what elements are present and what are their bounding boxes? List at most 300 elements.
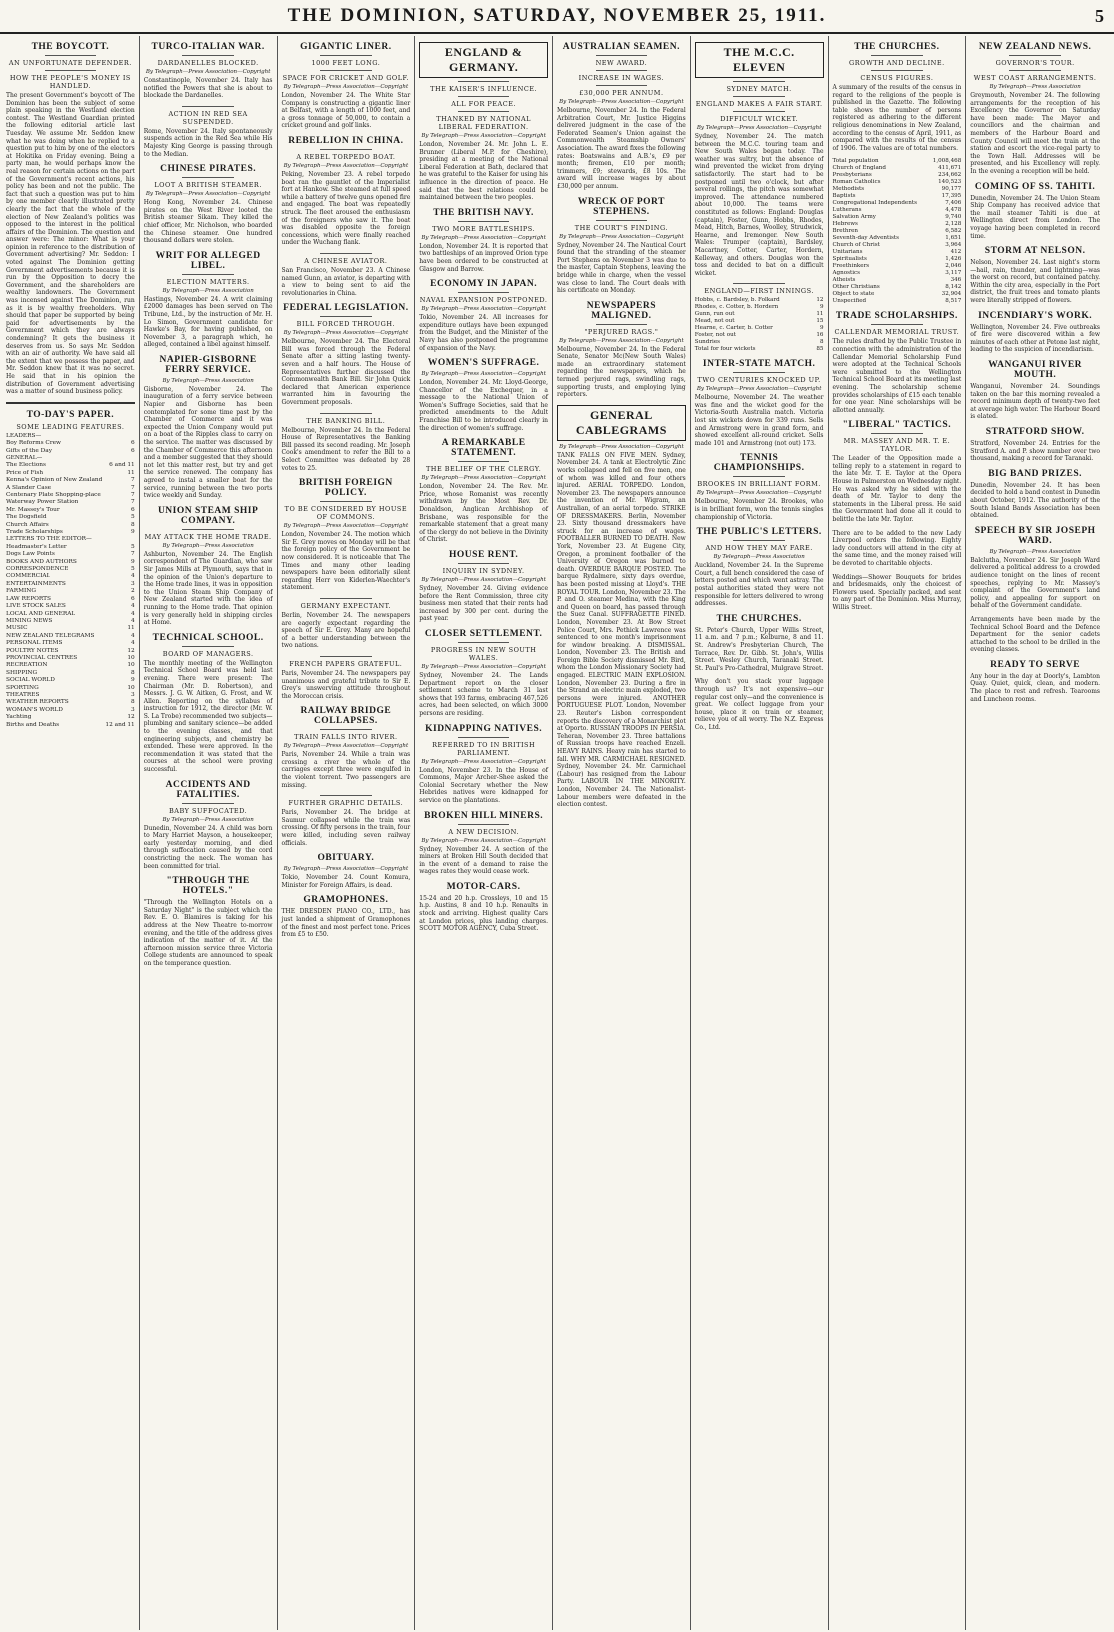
article-body: Melbourne, November 24. Brookes, who is in brilliant form, won the tennis singles championship of Victoria. bbox=[694, 498, 824, 521]
article-subheadline: DARDANELLES BLOCKED. bbox=[157, 59, 259, 67]
article-body: Sydney, November 24. The Lands Department report on the closer settlement scheme to March 31 last shows that 193 farms, embracing 467,526 acres, had been selected, on which 3000 persons are residing. bbox=[419, 671, 548, 717]
article bbox=[557, 42, 686, 191]
index-page bbox=[133, 433, 135, 440]
table-row bbox=[833, 291, 962, 298]
article bbox=[282, 795, 411, 847]
table-row bbox=[695, 346, 824, 353]
index-page: 4 bbox=[131, 640, 135, 647]
index-page: 12 and 11 bbox=[105, 721, 135, 728]
article-subheadline: A REBEL TORPEDO BOAT. bbox=[296, 152, 396, 161]
table-label: Church of England bbox=[832, 165, 886, 172]
table-row bbox=[695, 318, 824, 325]
column-6 bbox=[691, 36, 829, 1630]
article-subheadline: A NEW DECISION. bbox=[448, 827, 519, 836]
table-row bbox=[695, 325, 824, 332]
table-label: Agnostics bbox=[832, 270, 861, 277]
article-headline: "THROUGH THE HOTELS." bbox=[166, 876, 250, 897]
table-value: 1,426 bbox=[945, 256, 962, 263]
index-item bbox=[6, 714, 135, 721]
article-headline: THE PUBLIC'S LETTERS. bbox=[696, 527, 822, 538]
article-byline: By Telegraph—Press Association—Copyright bbox=[559, 337, 684, 344]
headline-rule bbox=[596, 220, 648, 221]
index-page: 6 and 11 bbox=[109, 462, 135, 469]
article-headline: KIDNAPPING NATIVES. bbox=[425, 723, 543, 734]
index-title: TO-DAY'S PAPER. bbox=[26, 409, 115, 420]
column-7 bbox=[829, 36, 967, 1630]
index-label: WOMAN'S WORLD bbox=[6, 706, 63, 713]
table-value: 3,117 bbox=[945, 270, 962, 277]
article-body: Melbourne, November 24. In the Federal Senate, Senator Mc(New South Wales) made an extraordinary statement regarding the newspapers, which he termed perjured rags, swindling rags, supporting trusts, and employing lying reporters. bbox=[557, 345, 686, 399]
article-body: London, November 24. The motion which Sir E. Grey moves on Monday will be that the foreign policy of the Government be now considered. It is noticeable that The Times and many other leading newspapers have been editorially silent regarding Herr von Kiderlen-Waechter's statement. bbox=[281, 531, 411, 592]
index-item bbox=[6, 692, 135, 699]
headline-rule bbox=[458, 221, 510, 222]
article bbox=[970, 42, 1100, 176]
headline-rule bbox=[320, 598, 372, 599]
article-body: Dunedin, November 24. A child was born to Mary Harriet Mayson, a housekeeper, early yesterday morning, and died through suffocation caused by the cord constricting the neck. The woman has been committed for trial. bbox=[143, 824, 273, 870]
article-headline: THE BOYCOTT. bbox=[31, 42, 110, 52]
table-row bbox=[833, 172, 962, 179]
page-columns bbox=[2, 36, 1112, 1630]
article-headline: BIG BAND PRIZES. bbox=[988, 468, 1083, 479]
headline-rule bbox=[871, 70, 923, 71]
article-headline: CLOSER SETTLEMENT. bbox=[424, 628, 543, 639]
index-item bbox=[6, 507, 135, 514]
index-label: RECREATION bbox=[6, 662, 48, 669]
article-byline: By Telegraph—Press Association—Copyright bbox=[145, 69, 271, 75]
article bbox=[833, 420, 962, 523]
article-body: Sydney, November 24. Giving evidence before the Rent Commission, three city business men stated that their rents had increased by 300 per cent. during the past year. bbox=[419, 585, 548, 623]
index-label: Price of Fish bbox=[6, 469, 44, 476]
index-label: MUSIC bbox=[6, 625, 28, 632]
article-body: St. Peter's Church, Upper Willis Street, 11 a.m. and 7 p.m.; Kelburne, 8 and 11. St. Andrew's Presbyterian Church, The Terrace, Rev. Dr. Gibb. St. John's, Willis Street. Wesley Church, Taranaki Street. St. Paul's Pro-Cathedral, Mulgrave Street. bbox=[694, 626, 824, 672]
index-page: 7 bbox=[131, 492, 135, 498]
article-subheadline: LOOT A BRITISH STEAMER. bbox=[154, 181, 262, 190]
article-byline: By Telegraph—Press Association—Copyright bbox=[421, 475, 546, 482]
article-body: Hong Kong, November 24. Chinese pirates on the West River looted the British steamer Sikam. They killed the chief officer, Mr. Nicholson, who boarded the Chinese steamer. One hundred thousand dollars were stolen. bbox=[143, 199, 273, 245]
table-label: Other Christians bbox=[832, 284, 880, 291]
table-label: Methodists bbox=[832, 186, 865, 193]
table-row bbox=[833, 228, 962, 235]
index-item bbox=[6, 722, 135, 729]
article bbox=[833, 530, 962, 568]
article-headline: BRITISH FOREIGN POLICY. bbox=[298, 478, 393, 499]
article-headline: GENERAL CABLEGRAMS bbox=[557, 405, 686, 441]
headline-rule bbox=[458, 824, 510, 825]
headline-rule bbox=[320, 70, 372, 71]
article-headline: SPEECH BY SIR JOSEPH WARD. bbox=[974, 525, 1096, 546]
article bbox=[695, 527, 824, 608]
article-body: "Through the Wellington Hotels on a Saturday Night" is the subject which the Rev. E. O. Blamires is taking for his address at the New Theatre to-morrow evening, and the title of the address gives indication of the matter of it. At the afternoon mission service three Victoria College students are announced to speak on the temperance question. bbox=[143, 899, 273, 967]
index-label: SOCIAL WORLD bbox=[6, 677, 55, 684]
headline-rule bbox=[458, 563, 510, 564]
index-label: GENERAL— bbox=[6, 454, 43, 461]
article-headline: NEWSPAPERS MALIGNED. bbox=[586, 300, 656, 321]
article-body: Dunedin, November 24. It has been decided to hold a band contest in Dunedin about October, 1912. The authority of the South Island Bands Association has been obtained. bbox=[970, 481, 1100, 520]
table-row bbox=[833, 235, 962, 242]
masthead bbox=[0, 0, 1114, 34]
index-item bbox=[6, 536, 135, 543]
index-page: 10 bbox=[127, 684, 135, 691]
table-label: Gunn, run out bbox=[694, 311, 735, 318]
article-byline: By Telegraph—Press Association bbox=[989, 548, 1081, 555]
index-page: 8 bbox=[131, 699, 135, 706]
article-byline: By Telegraph—Press Association—Copyright bbox=[421, 371, 546, 378]
article-headline: READY TO SERVE bbox=[990, 659, 1081, 670]
article-subheadline: "PERJURED RAGS." bbox=[584, 327, 659, 336]
headline-rule bbox=[320, 316, 372, 317]
headline-rule bbox=[182, 646, 234, 647]
article-headline: ACCIDENTS AND FATALITIES. bbox=[165, 779, 251, 800]
article-subheadline: THE BANKING BILL. bbox=[306, 416, 386, 425]
table-row bbox=[833, 186, 962, 193]
index-item bbox=[6, 611, 135, 618]
index-item bbox=[6, 514, 135, 521]
article-byline: By Telegraph—Press Association—Copyright bbox=[559, 233, 684, 240]
article-headline: TENNIS CHAMPIONSHIPS. bbox=[713, 453, 805, 474]
table-value: 85 bbox=[816, 346, 824, 353]
headline-rule bbox=[458, 642, 510, 643]
index-page: 4 bbox=[131, 610, 135, 617]
article bbox=[695, 283, 824, 353]
article bbox=[970, 311, 1100, 354]
table-label: Total for four wickets bbox=[694, 346, 756, 353]
article bbox=[282, 303, 411, 406]
index-item bbox=[6, 522, 135, 529]
index-label: THEATRES bbox=[6, 691, 40, 698]
table-row bbox=[833, 249, 962, 256]
article-subheadline: BILL FORCED THROUGH. bbox=[296, 320, 396, 329]
index-item bbox=[6, 470, 135, 477]
article-byline: By Telegraph—Press Association—Copyright bbox=[283, 866, 409, 873]
index-label: FARMING bbox=[6, 588, 36, 595]
index-label: LAW REPORTS bbox=[6, 595, 51, 602]
article-headline: "LIBERAL" TACTICS. bbox=[842, 420, 952, 431]
article-headline: FEDERAL LEGISLATION. bbox=[283, 303, 409, 314]
index-label: Yachting bbox=[6, 714, 32, 721]
index-item bbox=[6, 633, 135, 640]
index-page: 12 bbox=[127, 647, 135, 654]
article-body: A summary of the results of the census in regard to the religions of the people is published in the Gazette. The following table shows the number of persons registered as adhering to the different religious denominations in New Zealand, according to the census of April, 1911, as compared with the results of the census of 1906. The values are of total numbers. bbox=[832, 84, 962, 152]
index-label: Boy Reforms Crew bbox=[6, 440, 61, 447]
column-8 bbox=[966, 36, 1104, 1630]
article-byline: By Telegraph—Press Association—Copyright bbox=[421, 234, 546, 241]
article-subheadline: THANKED BY NATIONAL LIBERAL FEDERATION. bbox=[436, 115, 531, 131]
headline-rule bbox=[871, 433, 923, 434]
headline-rule bbox=[182, 529, 234, 530]
table-label: Presbyterians bbox=[832, 172, 872, 179]
headline-rule bbox=[320, 149, 372, 150]
table-value: 17,395 bbox=[941, 193, 962, 200]
index-label: MINING NEWS bbox=[6, 617, 53, 624]
index-page: 3 bbox=[131, 580, 135, 587]
article-byline: By Telegraph—Press Association—Copyright bbox=[559, 443, 684, 450]
table-label: Foster, not out bbox=[694, 332, 736, 339]
article bbox=[970, 182, 1100, 241]
index-page: 8 bbox=[131, 669, 135, 676]
article-body: Nelson, November 24. Last night's storm—hail, rain, thunder, and lightning—was the worst on record, but contained patchy. Within the city area, especially in the Port district, the fruit trees and tomato plants were literally stripped of flowers. bbox=[970, 259, 1100, 305]
article bbox=[144, 164, 273, 245]
article-body: Gisborne, November 24. The inauguration of a ferry service between Napier and Gisborne has been contemplated for some time past by the Chamber of Commerce and it was expected the Union Company would put on a boat of the Ripples class to carry on the service. The matter was discussed by the Chamber of Commerce this afternoon and a member suggested that they should not let this matter rest, but try and get the service renewed. The company has agreed to instal a smaller boat for the service, running between the two ports twice weekly and Sunday. bbox=[143, 385, 273, 500]
index-subtitle: SOME LEADING FEATURES. bbox=[16, 422, 125, 431]
headline-rule bbox=[320, 413, 372, 414]
table-row bbox=[695, 304, 824, 311]
index-item bbox=[6, 677, 135, 684]
index-label: Kenna's Opinion of New Zealand bbox=[6, 477, 103, 484]
index-label: CORRESPONDENCE bbox=[6, 566, 69, 573]
table-label: Seventh-day Adventists bbox=[832, 235, 900, 242]
headline-rule bbox=[182, 803, 234, 804]
index-page: 2 bbox=[131, 588, 135, 595]
article-body: TANK FALLS ON FIVE MEN. Sydney, November 24. A tank at Electrolytic Zinc works collapsed and fell on five men, one of whom was killed and four others injured. AERIAL TORPEDO. London, November 23. The newspapers announce the invention of Mr. Wigram, an Australian, of an aerial torpedo. STRIKE OF DRESSMAKERS. Berlin, November 23. Sixty thousand dressmakers have struck for an increase of wages. FOOTBALLER BURNED TO DEATH. New York, November 23. At Eugene City, Oregon, a prominent footballer of the University of Oregon was burned to death. OVERDUE BARQUE POSTED. The barque Rydalmere, sixty days overdue, has been posted missing at Lloyd's. THE ROYAL TOUR. London, November 23. The P. and O. steamer Medina, with the King and Queen on board, has passed through the Suez Canal. SUFFRAGETTE FINED. London, November 23. At Bow Street Police Court, Mrs. Pethick Lawrence was sentenced to one month's imprisonment for window breaking. A DISMISSAL. London, November 23. The British and Foreign Bible Society dismissed Mr. Bird, whom the London Missionary Society had engaged. ELECTRIC MAIN EXPLOSION. London, November 23. During a fire in the Strand an electric main exploded, two persons were injured. ANOTHER PORTUGUESE PLOT. London, November 23. Reuter's Lisbon correspondent reports the discovery of a Monarchist plot at Oporto. RUSSIAN TROOPS IN PERSIA. Teheran, November 23. Three battalions of Russian troops have reached Enzeli. HEAVY RAINS. Heavy rain has started to fall. WHY MR. CARMICHAEL RESIGNED. Sydney, November 24. Mr. Carmichael (Labour) has resigned from the Labour Party. LABOUR IN THE MINORITY. London, November 24. The Nationalist-Labour members were defeated in the election contest. bbox=[557, 451, 686, 809]
article bbox=[6, 42, 135, 396]
article-body: Rome, November 24. Italy spontaneously suspends action in the Red Sea while His Majesty King George is passing through to the Median. bbox=[143, 127, 273, 158]
index-page: 6 bbox=[131, 595, 135, 602]
article bbox=[282, 853, 411, 889]
article bbox=[144, 251, 273, 349]
article-subheadline: 1000 FEET LONG. bbox=[311, 59, 381, 67]
article-body: London, November 24. It is reported that two battleships of an improved Orion type have been ordered to be constructed at Glasgow and Barrow. bbox=[419, 242, 548, 273]
headline-rule bbox=[320, 729, 372, 730]
index-page: 7 bbox=[131, 477, 135, 484]
index-item bbox=[6, 566, 135, 573]
article-headline: WOMEN'S SUFFRAGE. bbox=[427, 358, 540, 369]
article-headline: ENGLAND & GERMANY. bbox=[419, 42, 548, 78]
article-headline: BROKEN HILL MINERS. bbox=[424, 810, 544, 821]
article-headline: GIGANTIC LINER. bbox=[300, 42, 392, 52]
newspaper-title: THE DOMINION, SATURDAY, NOVEMBER 25, 1911. bbox=[287, 5, 827, 26]
index-item bbox=[6, 529, 135, 536]
article-body: Melbourne, November 24. In the Federal House of Representatives the Banking Bill passed its second reading. Mr. Joseph Cook's amendment to refer the Bill to a Select Committee was defeated by 28 votes to 25. bbox=[281, 426, 411, 472]
table-row bbox=[833, 193, 962, 200]
table-value: 12 bbox=[816, 297, 824, 304]
index-page: 10 bbox=[127, 662, 135, 669]
article bbox=[419, 358, 548, 432]
index-label: Births and Deaths bbox=[6, 721, 60, 728]
table-row bbox=[833, 214, 962, 221]
article-headline: STRATFORD SHOW. bbox=[985, 427, 1085, 437]
article bbox=[419, 629, 548, 718]
headline-rule bbox=[182, 274, 234, 275]
table-value: 4,478 bbox=[945, 207, 962, 214]
table-label: Lutherans bbox=[832, 207, 862, 214]
table-label: Spiritualists bbox=[832, 256, 867, 263]
article-body: The rules drafted by the Public Trustee in connection with the administration of the Callendar Memorial Scholarship Fund were adopted at the Technical Schools were submitted to the Wellington Technical School Board at its meeting last evening. The scholarship scheme provides scholarships of £15 each tenable for one year. Nine scholarships will be allotted annually. bbox=[832, 338, 962, 414]
index-label: LETTERS TO THE EDITOR— bbox=[6, 536, 92, 543]
index-label: Dogs Law Points bbox=[6, 551, 55, 558]
article-body: There are to be added to the new Lady Liverpool orders the following. Eighty lady conductors will attend in the city at the same time, and the money raised will be devoted to charitable objects. bbox=[832, 529, 962, 567]
article-body: Peking, November 23. A rebel torpedo boat ran the gauntlet of the Imperialist fort at Hankow. She steamed at full speed while a battery of twelve guns opened fire and engaged. The boat was repeatedly struck. The fleet aroused the enthusiasm of the foreigners who saw it. The boat was disabled opposite the foreign concessions, which were finally reached under the Wuchang flank. bbox=[281, 170, 411, 247]
article-body: Paris, November 24. The newspapers pay unanimous and grateful tribute to Sir E. Grey's unswerving attitude throughout the Moroccan crisis. bbox=[281, 669, 411, 700]
article-headline: OBITUARY. bbox=[317, 853, 375, 864]
column-5 bbox=[553, 36, 691, 1630]
index-page: 6 bbox=[131, 447, 135, 454]
article-body: Weddings—Shower Bouquets for brides and bridesmaids, only the choicest of Flowers used. Specially packed, and sent to any part of the Dominion. Miss Murray, Willis Street. bbox=[832, 573, 962, 611]
index-page: 4 bbox=[131, 617, 135, 624]
article-byline: By Telegraph—Press Association bbox=[162, 816, 254, 823]
index-page: 9 bbox=[131, 529, 135, 536]
table-row bbox=[695, 311, 824, 318]
index-page: 5 bbox=[131, 566, 135, 573]
article bbox=[144, 42, 273, 100]
article-body: Tokio, November 24. Count Komura, Minister for Foreign Affairs, is dead. bbox=[281, 874, 411, 889]
article-headline: ECONOMY IN JAPAN. bbox=[430, 279, 538, 290]
article bbox=[970, 469, 1100, 520]
article bbox=[833, 42, 962, 152]
article-body: Auckland, November 24. In the Supreme Court, a full bench considered the case of letters posted and which went astray. The postal authorities stated they were not responsible for letters delivered to wrong addresses. bbox=[694, 562, 824, 608]
index-label: PERSONAL ITEMS bbox=[6, 640, 63, 647]
article-byline: By Telegraph—Press Association—Copyright bbox=[421, 133, 546, 139]
article-headline: NAPIER-GISBORNE FERRY SERVICE. bbox=[159, 354, 257, 375]
article-byline: By Telegraph—Press Association—Copyright bbox=[283, 330, 409, 337]
headline-rule bbox=[871, 324, 923, 325]
table-value: 2,046 bbox=[945, 263, 962, 270]
table-row bbox=[695, 297, 824, 304]
article bbox=[970, 360, 1100, 421]
article bbox=[419, 42, 548, 202]
index-label: ENTERTAINMENTS bbox=[6, 580, 66, 587]
headline-rule bbox=[458, 737, 510, 738]
headline-rule bbox=[1009, 70, 1061, 71]
index-label: POULTRY NOTES bbox=[6, 647, 59, 654]
article-subheadline: TRAIN FALLS INTO RIVER. bbox=[294, 733, 398, 742]
table-label: Unitarians bbox=[832, 249, 863, 256]
article-subheadline: BOARD OF MANAGERS. bbox=[162, 649, 254, 658]
article-byline: By Telegraph—Press Association—Copyright bbox=[283, 162, 409, 169]
table-value: 8,142 bbox=[945, 284, 962, 291]
index-label: LIVE STOCK SALES bbox=[6, 603, 66, 610]
article bbox=[970, 427, 1100, 463]
article-headline: THE BRITISH NAVY. bbox=[433, 207, 534, 218]
article-body: London, November 24. The White Star Company is constructing a gigantic liner at Belfast, with a length of 1000 feet, and a gross tonnage of 50,000, to contain a cricket ground and golf links. bbox=[281, 92, 411, 130]
article bbox=[144, 876, 273, 967]
article-subheadline: REFERRED TO IN BRITISH PARLIAMENT. bbox=[432, 740, 536, 757]
article-headline: AUSTRALIAN SEAMEN. bbox=[562, 42, 680, 52]
article-subheadline: ENGLAND MAKES A FAIR START. bbox=[695, 100, 823, 108]
article-body: London, November 23. In the House of Commons, Major Archer-Shee asked the Colonial Secretary whether the New Hebrides natives were kidnapped for service on the plantations. bbox=[419, 766, 548, 804]
column-2 bbox=[140, 36, 278, 1630]
table-label: Brethren bbox=[832, 228, 859, 235]
table-row bbox=[833, 179, 962, 186]
index-item bbox=[6, 670, 135, 677]
column-3 bbox=[278, 36, 416, 1630]
table-label: Sundries bbox=[694, 339, 721, 346]
article-body: Stratford, November 24. Entries for the Stratford A. and P. show number over two thousand, making a record for Taranaki. bbox=[970, 440, 1100, 463]
table-row bbox=[695, 332, 824, 339]
table-label: Baptists bbox=[832, 193, 856, 200]
headline-rule bbox=[182, 106, 234, 107]
index-label: Centenary Plate Shopping-place bbox=[6, 492, 101, 498]
article bbox=[695, 614, 824, 673]
index-item bbox=[6, 625, 135, 632]
article bbox=[419, 208, 548, 273]
table-row bbox=[833, 165, 962, 172]
table-label: Atheists bbox=[832, 277, 856, 284]
article bbox=[695, 359, 824, 447]
article-body: Why don't you stack your luggage through us? It's not expensive—our regular cost only—and the convenience is great. We collect luggage from your house, place it on train or steamer, relieve you of all worry. The N.Z. Express Co., Ltd. bbox=[694, 678, 824, 731]
article-subheadline: CALLENDAR MEMORIAL TRUST. bbox=[834, 328, 960, 337]
headline-rule bbox=[320, 253, 372, 254]
article-subheadline: PROGRESS IN NEW SOUTH WALES. bbox=[430, 645, 537, 662]
article bbox=[419, 724, 548, 805]
article-byline: By Telegraph—Press Association—Copyright bbox=[696, 386, 822, 393]
article-subheadline: GERMANY EXPECTANT. bbox=[300, 601, 392, 610]
article-subheadline: NAVAL EXPANSION POSTPONED. bbox=[419, 296, 548, 305]
article bbox=[282, 478, 411, 592]
index-item bbox=[6, 581, 135, 588]
index-page: 5 bbox=[131, 514, 135, 521]
article bbox=[144, 780, 273, 871]
index-page: 9 bbox=[131, 677, 135, 684]
article-byline: By Telegraph—Press Association—Copyright bbox=[421, 306, 546, 313]
index-item bbox=[6, 492, 135, 499]
article bbox=[419, 882, 548, 933]
index-label: LEADERS— bbox=[6, 432, 42, 439]
article-subheadline: MAY ATTACK THE HOME TRADE. bbox=[144, 532, 272, 541]
article-byline: By Telegraph—Press Association bbox=[162, 542, 254, 549]
headline-rule bbox=[320, 656, 372, 657]
article-body: The Leader of the Opposition made a telling reply to a statement in regard to the late Mr. T. E. Taylor at the Opera House in Palmerston on Wednesday night. He was asked why he sided with the death of Mr. Taylor to deny the statements in the Liberal press. He said the Government had done all it could to belittle the late Mr. Taylor. bbox=[832, 455, 962, 524]
article bbox=[695, 42, 824, 277]
index-page: 8 bbox=[131, 521, 135, 528]
article-subheadline: INQUIRY IN SYDNEY. bbox=[442, 567, 525, 575]
article-subheadline: TO BE CONSIDERED BY HOUSE OF COMMONS. bbox=[284, 505, 408, 522]
article-body: London, November 24. Mr. John L. E. Brunner (Liberal M.P. for Cheshire), presiding at a meeting of the National Liberal Federation at Bath, declared that he was grateful to the Kaiser for using his influence in the direction of peace. He said that the best relations could be maintained between the two peoples. bbox=[419, 141, 548, 202]
article-subheadline: ENGLAND—FIRST INNINGS. bbox=[704, 287, 814, 296]
headline-rule bbox=[458, 111, 510, 112]
index-page: 4 bbox=[131, 603, 135, 610]
index-label: PROVINCIAL CENTRES bbox=[6, 654, 78, 661]
table-label: Congregational Independents bbox=[832, 200, 917, 207]
article-body: Greymouth, November 24. The following arrangements for the reception of his Excellency the Governor on Saturday have been made: The Mayor and councillors and the chairman and members of the Harbour Board and County Council will meet the train at the station and escort the vice-regal party to the Town Hall. Addresses will be presented, and his Excellency will reply. In the evening a reception will be held. bbox=[970, 92, 1100, 175]
headline-rule bbox=[596, 70, 648, 71]
article-headline: THE M.C.C. ELEVEN bbox=[695, 42, 824, 78]
article bbox=[695, 678, 824, 731]
table-label: Freethinkers bbox=[832, 263, 870, 270]
table-value: 234,662 bbox=[938, 172, 962, 179]
index-page: 7 bbox=[131, 499, 135, 506]
headline-rule bbox=[182, 177, 234, 178]
article-byline: By Telegraph—Press Association bbox=[989, 84, 1081, 90]
index-item bbox=[6, 433, 135, 440]
index-item bbox=[6, 596, 135, 603]
table-label: Total population bbox=[832, 158, 879, 165]
index-item bbox=[6, 499, 135, 506]
index-page: 4 bbox=[131, 573, 135, 580]
headline-rule bbox=[458, 96, 510, 97]
table-label: Hebrews bbox=[832, 221, 858, 228]
article bbox=[282, 413, 411, 473]
table-value: 1,008,468 bbox=[932, 158, 962, 165]
table-label: Church of Christ bbox=[832, 242, 880, 249]
headline-rule bbox=[320, 501, 372, 502]
article bbox=[282, 656, 411, 700]
table-value: 11 bbox=[816, 311, 824, 318]
table-value: 9 bbox=[819, 304, 824, 311]
article-headline: INCENDIARY'S WORK. bbox=[978, 310, 1093, 321]
article bbox=[970, 660, 1100, 703]
article-subheadline: SPACE FOR CRICKET AND GOLF. bbox=[282, 74, 410, 82]
article bbox=[282, 136, 411, 247]
article bbox=[695, 453, 824, 521]
article-subheadline: ELECTION MATTERS. bbox=[166, 277, 250, 286]
index-item bbox=[6, 485, 135, 492]
article-byline: By Telegraph—Press Association—Copyright bbox=[421, 837, 546, 844]
article bbox=[282, 706, 411, 789]
article-body: Paris, November 24. The bridge at Saumur collapsed while the train was crossing. Of fifty persons in the train, four were killed, including seven railway officials. bbox=[281, 809, 411, 847]
article-subheadline: ACTION IN RED SEA SUSPENDED. bbox=[168, 109, 248, 126]
article bbox=[557, 197, 686, 295]
index-page bbox=[133, 536, 135, 543]
